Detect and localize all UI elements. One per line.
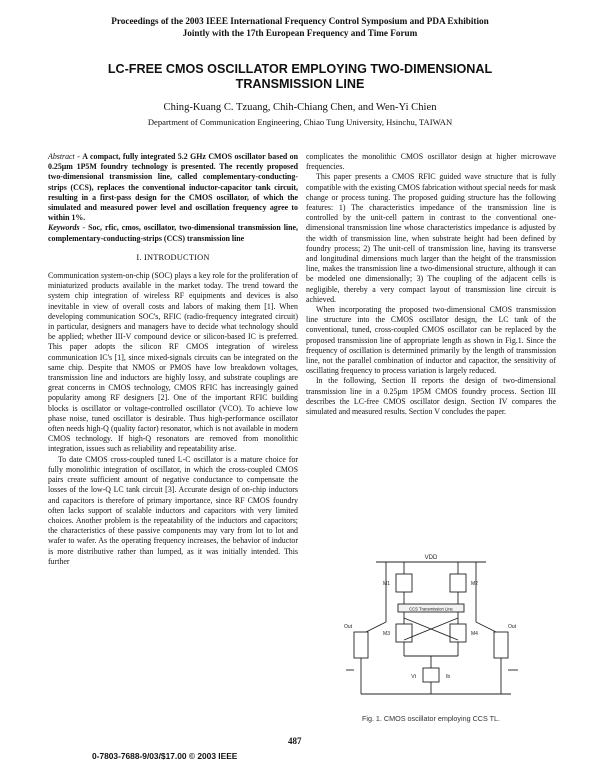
label-out-left: Out [344, 624, 353, 630]
intro-paragraph-2: To date CMOS cross-coupled tuned L-C oscillator is a mature choice for fully monolithic integration of oscillator, in which the cross-coupled CMOS pairs create sufficient amount of negative conductance to compensate the losses of the low-Q LC tank circuit [3]. Accurate design of on-chip inductors and capacitors is therefore of primary importance, since RF CMOS foundry often lacks support of scalable inductors and capacitors with very limited choices. Another problem is the repeatability of the inductors and capacitors; the characteristics of these passive components may vary from lot to lot and wafer to wafer. As the operating frequency increases, the behavior of inductor is more distributive rather than lumped, as it was initially intended. This further [48, 454, 298, 566]
keywords-text: Soc, rfic, cmos, oscillator, two-dimensional transmission line, complementary-conducting-strips (CCS) transmission line [48, 223, 298, 243]
figure-1-schematic [336, 552, 536, 708]
right-paragraph-3: When incorporating the proposed two-dimensional CMOS transmission line structure into the CMOS oscillator design, the LC tank of the conventional, tuned, cross-coupled CMOS oscillator can be replaced by the proposed transmission line of appropriate length as shown in Fig.1. Since the frequency of oscillation is determined primarily by the length of transmission line, not the parallel combination of inductor and capacitor, the sensitivity of oscillating frequency to process variation is largely reduced. [306, 305, 556, 376]
page-number: 487 [288, 736, 302, 746]
label-vt: Vt [411, 674, 416, 680]
left-column [48, 152, 298, 567]
header-line-2: Jointly with the 17th European Frequency and Time Forum [182, 27, 418, 38]
label-m1: M1 [383, 581, 390, 587]
vdd-label: VDD [424, 555, 438, 561]
right-paragraph-1: complicates the monolithic CMOS oscillator design at higher microwave frequencies. [306, 152, 556, 172]
output-buffer-left [354, 632, 368, 658]
abstract [48, 152, 298, 223]
figure-1-caption: Fig. 1. CMOS oscillator employing CCS TL. [361, 714, 501, 723]
label-ib: Ib [446, 674, 451, 680]
intro-paragraph-1: Communication system-on-chip (SOC) plays a key role for the proliferation of miniaturized products available in the market today. The trend toward the system chip integration of wireless RF equipments and devices is also inevitable in view of overall costs and labors of making them [1]. When developing communication SOC's, RFIC (radio-frequency integrated circuit) in particular, designers and managers have to decide what technology should be applied; whether III-V compound device or silicon-based IC is preferred. This paper adopts the silicon RF CMOS integration of wireless communication IC's [1], since mixed-signals circuits can be integrated on the same chip. Despite that NMOS or PMOS have low breakdown voltages, transmission line and inductors are highly lossy, and substrate couplings are great concerns in CMOS technology, CMOS RFIC has increasingly gained popularity among RF designers [2]. One of the important RFIC building blocks is oscillator or voltage-controlled oscillator (VCO). To achieve low phase noise, tuned oscillator is desirable. Thus high-performance oscillator often needs high-Q (quality factor) resonator, which is not available in modern CMOS technology. If high-Q resonators are removed from monolithic integration, issues such as reliability and repeatability arise. [48, 271, 298, 454]
pmos-m2 [450, 574, 466, 592]
proceedings-header [0, 16, 600, 39]
label-m3: M3 [383, 631, 390, 637]
label-m4: M4 [471, 631, 478, 637]
nmos-m4 [450, 624, 466, 642]
paper-title [40, 62, 560, 92]
keywords [48, 223, 298, 243]
affiliation: Department of Communication Engineering, Chiao Tung University, Hsinchu, TAIWAN [147, 117, 453, 127]
keywords-label: Keywords - [48, 223, 86, 233]
tail-source [423, 668, 439, 682]
ccs-label: CCS Transmission Line [409, 606, 453, 612]
authors: Ching-Kuang C. Tzuang, Chih-Chiang Chen, and Wen-Yi Chien [163, 102, 437, 113]
abstract-text: A compact, fully integrated 5.2 GHz CMOS oscillator based on 0.25μm 1P5M foundry technology is presented. The recently proposed two-dimensional transmission line, called complementary-conducting-strips (CCS), replaces the conventional inductor-capacitor tank circuit, resulting in a first-pass design for the CMOS oscillator, of which the simulated and measured power level and oscillation frequency agree to within 1%. [48, 152, 298, 223]
section-heading-introduction: I. INTRODUCTION [136, 252, 210, 262]
pmos-m1 [396, 574, 412, 592]
header-line-1: Proceedings of the 2003 IEEE International Frequency Control Symposium and PDA Exhibition [111, 16, 489, 26]
label-out-right: Out [508, 624, 517, 630]
title-line-2: TRANSMISSION LINE [235, 77, 365, 91]
right-column [306, 152, 556, 417]
copyright-notice: 0-7803-7688-9/03/$17.00 © 2003 IEEE [92, 751, 238, 761]
right-paragraph-2: This paper presents a CMOS RFIC guided wave structure that is fully compatible with the existing CMOS fabrication without special needs for mask change or process tuning. The proposed guiding structure has the following features: 1) The characteristics impedance of the transmission line is controlled by the unit-cell pattern in contrast to the conventional one-dimensional transmission line whose characteristics impedance is adjusted by the width of transmission line, when substrate height had been defined by foundry process; 2) The unit-cell of transmission line, having its transverse and longitudinal dimensions much larger than the height of the transmission line, makes the transmission line a two-dimensional structure, although it can be modeled one dimensionally; 3) The coupling of the adjacent cells is negligible, thereby a very compact layout of transmission line circuit is achieved. [306, 172, 556, 304]
label-m2: M2 [471, 581, 478, 587]
output-buffer-right [494, 632, 508, 658]
abstract-label: Abstract - [48, 152, 80, 161]
title-line-1: LC-FREE CMOS OSCILLATOR EMPLOYING TWO-DIMENSIONAL [107, 62, 493, 76]
nmos-m3 [396, 624, 412, 642]
right-paragraph-4: In the following, Section II reports the design of two-dimensional transmission line in a 0.25μm 1P5M CMOS foundry process. Section III describes the LC-free CMOS oscillator design. Section IV compares the simulated and measured results. Section V concludes the paper. [306, 376, 556, 417]
